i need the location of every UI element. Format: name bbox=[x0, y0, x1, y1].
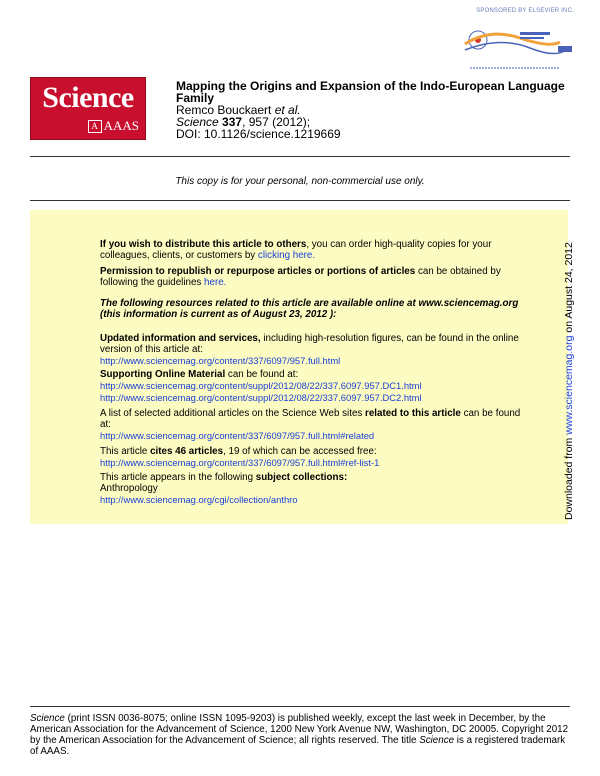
distribute-bold: If you wish to distribute this article to others bbox=[100, 239, 307, 250]
distribute-block bbox=[100, 239, 530, 261]
cites-text-2: , 19 of which can be accessed free: bbox=[223, 446, 377, 457]
related-text-1: A list of selected additional articles on the Science Web sites bbox=[100, 408, 366, 419]
journal-name: Science bbox=[176, 115, 219, 129]
updated-text: including high-resolution figures, can be found in the online version of this article at: bbox=[100, 333, 519, 355]
distribute-text: , you can order high-quality copies for your colleagues, clients, or customers by bbox=[100, 239, 492, 261]
permission-block bbox=[100, 266, 530, 288]
supporting-bold: Supporting Online Material bbox=[100, 369, 226, 380]
supporting-text: can be found at: bbox=[225, 369, 299, 380]
article-title: Mapping the Origins and Expansion of the Indo-European Language Family bbox=[176, 79, 565, 105]
related-url-link[interactable]: http://www.sciencemag.org/content/337/6097/957.full.html#related bbox=[100, 430, 375, 441]
notice-rule bbox=[30, 200, 570, 201]
footer-journal-2: Science bbox=[419, 735, 455, 746]
cites-bold: cites 46 articles bbox=[150, 446, 224, 457]
sciencemag-link[interactable]: www.sciencemag.org bbox=[563, 335, 575, 435]
collections-text: This article appears in the following bbox=[100, 472, 256, 483]
logo-wordmark: Science bbox=[42, 81, 134, 114]
header-rule bbox=[30, 156, 570, 157]
sponsor-banner[interactable] bbox=[460, 8, 580, 78]
collections-bold: subject collections: bbox=[255, 472, 348, 483]
clicking-here-link[interactable]: clicking here. bbox=[257, 250, 316, 261]
download-date: on August 24, 2012 bbox=[563, 242, 575, 336]
supporting-url-2-link[interactable]: http://www.sciencemag.org/content/suppl/2012/08/22/337.6097.957.DC2.html bbox=[100, 392, 422, 403]
cites-block bbox=[100, 446, 530, 469]
footer-journal: Science bbox=[30, 713, 65, 724]
related-bold: related to this article bbox=[365, 408, 461, 419]
permission-text: can be obtained by following the guidelines bbox=[100, 266, 501, 288]
aaas-logo bbox=[88, 118, 139, 134]
collection-name: Anthropology bbox=[100, 483, 158, 494]
related-text-2: can be found at: bbox=[100, 408, 521, 430]
personal-use-notice: This copy is for your personal, non-commercial use only. bbox=[175, 176, 425, 187]
footer-text-1: (print ISSN 0036-8075; online ISSN 1095-9203) is published weekly, except the last week in December, by the American Association for the Advancement of Science, 1200 New York Avenue NW, Washington, DC 20005. Copyright 2012 by the American Association for the Advancement of Science; all rights reserved. The title bbox=[30, 713, 569, 746]
science-logo[interactable] bbox=[30, 77, 146, 140]
cites-text-1: This article bbox=[100, 446, 151, 457]
collection-url-link[interactable]: http://www.sciencemag.org/cgi/collection/anthro bbox=[100, 494, 298, 505]
updated-block bbox=[100, 333, 530, 367]
volume-number: 337 bbox=[222, 115, 243, 129]
collections-block bbox=[100, 472, 530, 506]
sponsor-graphic-icon bbox=[460, 8, 580, 78]
updated-url-link[interactable]: http://www.sciencemag.org/content/337/6097/957.full.html bbox=[100, 355, 341, 366]
doi: DOI: 10.1126/science.1219669 bbox=[176, 127, 341, 141]
supporting-url-1-link[interactable]: http://www.sciencemag.org/content/suppl/2012/08/22/337.6097.957.DC1.html bbox=[100, 380, 422, 391]
article-citation bbox=[176, 80, 576, 140]
updated-bold: Updated information and services, bbox=[100, 333, 261, 344]
supporting-block bbox=[100, 369, 530, 404]
permission-bold: Permission to republish or repurpose articles or portions of articles bbox=[100, 266, 416, 277]
download-stamp bbox=[563, 160, 575, 520]
pages-year: , 957 (2012); bbox=[242, 115, 311, 129]
sponsor-label: SPONSORED BY ELSEVIER INC. bbox=[476, 8, 574, 14]
aaas-mark-icon: A bbox=[88, 120, 102, 133]
related-block bbox=[100, 408, 530, 442]
aaas-text: AAAS bbox=[103, 118, 139, 133]
footer-text-2: is a registered trademark of AAAS. bbox=[30, 735, 566, 757]
cites-url-link[interactable]: http://www.sciencemag.org/content/337/6097/957.full.html#ref-list-1 bbox=[100, 457, 380, 468]
author-names: Remco Bouckaert bbox=[176, 103, 272, 117]
footer-rule bbox=[30, 706, 570, 707]
resources-heading: The following resources related to this article are available online at www.sciencemag.org (this information is current as of August 23, 2012 ): bbox=[100, 298, 519, 320]
et-al: et al. bbox=[274, 103, 301, 117]
download-prefix: Downloaded from bbox=[563, 434, 575, 520]
guidelines-here-link[interactable]: here. bbox=[204, 277, 227, 288]
copyright-footer bbox=[30, 713, 570, 757]
